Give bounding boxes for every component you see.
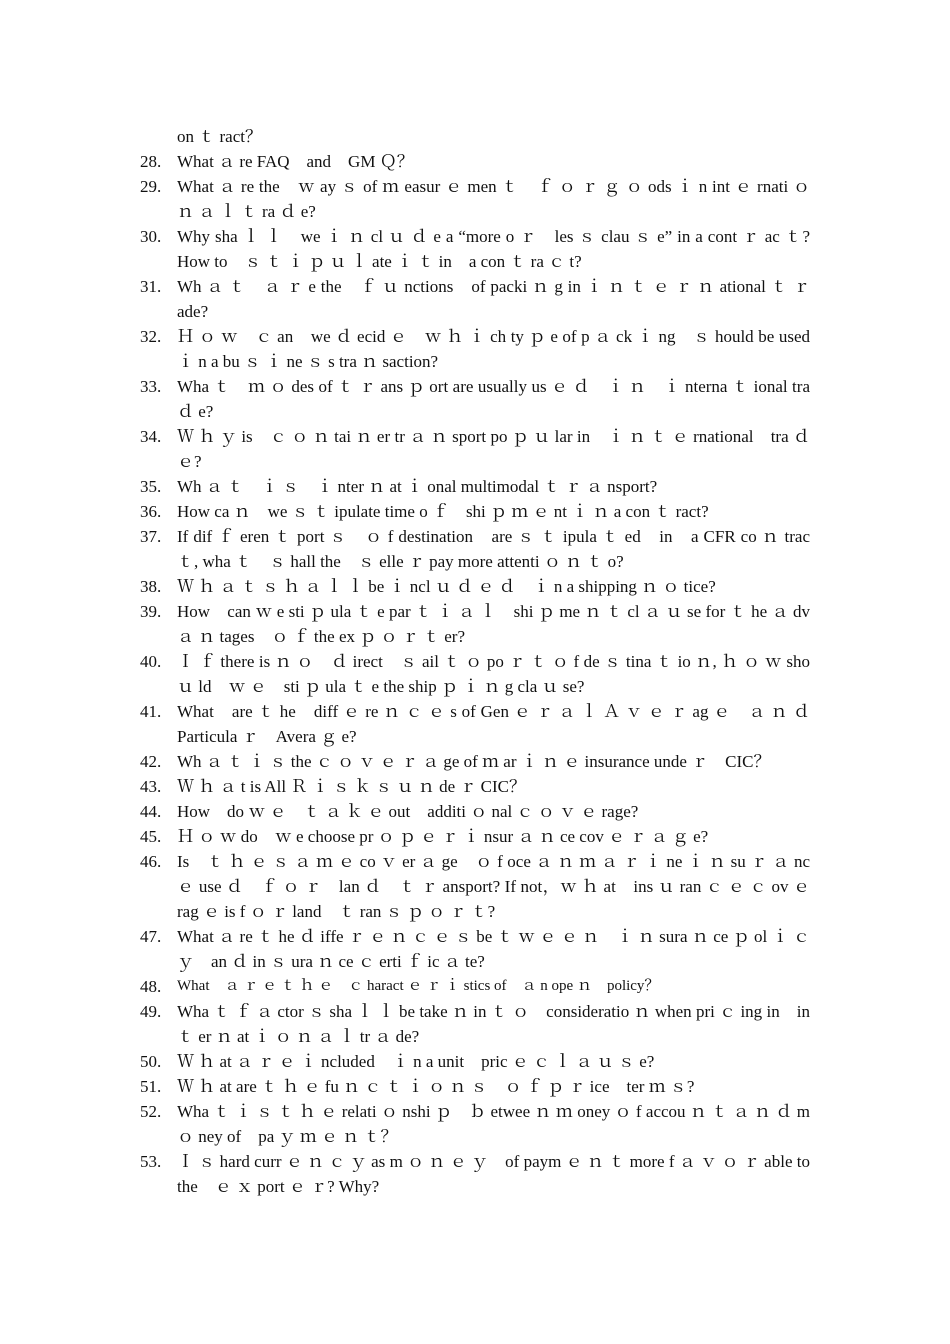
question-item — [140, 374, 815, 424]
question-text: What ａ re the ｗ ay ｓ of ｍ easur ｅ men ｔ ｆ ｏ ｒ ｇ ｏ ods ｉ n int ｅ rnati ｏ ｎ ａ ｌ ｔ ra ｄ e? — [177, 177, 815, 221]
question-text: Wha ｔ ｍ ｏ des of ｔ ｒ ans ｐ ort are usually us ｅ ｄ ｉ ｎ ｉ nterna ｔ ional tra ｄ e? — [177, 377, 815, 421]
question-number: 52. — [140, 1102, 162, 1121]
question-item — [140, 974, 810, 999]
question-number: 45. — [140, 827, 162, 846]
question-number: 53. — [140, 1152, 162, 1171]
question-item — [140, 749, 810, 774]
question-number: 44. — [140, 802, 162, 821]
question-text: Ｗ ｈ at are ｔ ｈ ｅ fu ｎ ｃ ｔ ｉ ｏ ｎ ｓ ｏ ｆ ｐ ｒ ice ter ｍ ｓ? — [177, 1077, 695, 1096]
question-text: Is ｔ ｈ ｅ ｓ ａ ｍ ｅ co ｖ er ａ ge ｏ f oce ａ ｎ ｍ ａ ｒ ｉ ne ｉ ｎ su ｒ ａ nc ｅ use ｄ ｆ ｏ ｒ lan ｄ ｔ ｒ ansport? If not，ｗ ｈ at ins ｕ ran ｃ ｅ ｃ ov ｅ rag ｅ is f ｏ ｒ land ｔ ran ｓ ｐ ｏ ｒ ｔ? — [177, 852, 815, 921]
question-text: Wha ｔ ｆ ａ ctor ｓ sha ｌ ｌ be take ｎ in ｔ ｏ consideratio ｎ when pri ｃ ing in in ｔ er ｎ at ｉ ｏ ｎ ａ ｌ tr ａ de? — [177, 1002, 815, 1046]
question-item — [140, 424, 815, 474]
question-number: 46. — [140, 852, 162, 871]
question-number: 32. — [140, 327, 162, 346]
question-item — [140, 799, 810, 824]
question-item — [140, 224, 815, 274]
question-item — [140, 699, 815, 749]
question-text: What ａ re FAQ and GM Ｑ？ — [177, 152, 414, 171]
question-item — [140, 824, 810, 849]
question-text: Wha ｔ ｉ ｓ ｔ ｈ ｅ relati ｏ nshi ｐ ｂ etwee ｎ ｍ oney ｏ f accou ｎ ｔ ａ ｎ ｄ m ｏ ney of pa ｙ ｍ ｅ ｎ ｔ？ — [177, 1102, 815, 1146]
question-text: Wh ａ ｔ ｉ ｓ the ｃ ｏ ｖ ｅ ｒ ａ ge of ｍ ar ｉ ｎ ｅ insurance unde ｒ CIC？ — [177, 752, 771, 771]
question-number: 37. — [140, 527, 162, 546]
question-item — [140, 1049, 810, 1074]
question-text: Why sha ｌ ｌ we ｉ ｎ cl ｕ ｄ e a “more o ｒ les ｓ clau ｓ e” in a cont ｒ ac ｔ? How to ｓ ｔ ｉ ｐ ｕ ｌ ate ｉ ｔ in a con ｔ ra ｃ t? — [177, 227, 815, 271]
question-item — [140, 999, 815, 1049]
question-item — [140, 474, 810, 499]
question-item — [140, 574, 810, 599]
question-text: What ａ ｒ ｅ ｔ ｈ ｅ ｃ haract ｅ ｒ ｉ stics of ａ n ope ｎ policy？ — [177, 978, 660, 994]
question-text: Ｗ ｈ ａ t is All Ｒ ｉ ｓ ｋ ｓ ｕ ｎ de ｒ CIC？ — [177, 777, 526, 796]
question-text: How do ｗ ｅ ｔ ａ ｋ ｅ out additi ｏ nal ｃ ｏ ｖ ｅ rage? — [177, 802, 639, 821]
question-number: 43. — [140, 777, 162, 796]
question-text: Ｗ ｈ ｙ is ｃ ｏ ｎ tai ｎ er tr ａ ｎ sport po ｐ ｕ lar in ｉ ｎ ｔ ｅ rnational tra ｄ ｅ? — [177, 427, 815, 471]
question-number: 30. — [140, 227, 162, 246]
question-number: 36. — [140, 502, 162, 521]
question-text: What are ｔ he diff ｅ re ｎ ｃ ｅ s of Gen ｅ ｒ ａ ｌ Ａ ｖ ｅ ｒ ag ｅ ａ ｎ ｄ Particula ｒ Avera ｇ e? — [177, 702, 815, 746]
question-number: 31. — [140, 277, 162, 296]
question-number: 38. — [140, 577, 162, 596]
question-item — [140, 274, 815, 324]
question-text: Wh ａ ｔ ａ ｒ e the ｆ ｕ nctions of packi ｎ g in ｉ ｎ ｔ ｅ ｒ ｎ ational ｔ ｒ ade? — [177, 277, 815, 321]
question-number: 29. — [140, 177, 162, 196]
question-text: Ｈ ｏ ｗ do ｗ e choose pr ｏ ｐ ｅ ｒ ｉ nsur ａ ｎ ce cov ｅ ｒ ａ ｇ e? — [177, 827, 709, 846]
question-item — [140, 174, 815, 224]
question-number: 50. — [140, 1052, 162, 1071]
question-item — [140, 924, 815, 974]
question-number: 40. — [140, 652, 162, 671]
question-text: Ｗ ｈ at ａ ｒ ｅ ｉ ncluded ｉ n a unit pric ｅ ｃ ｌ ａ ｕ ｓ e? — [177, 1052, 655, 1071]
question-text: If dif ｆ eren ｔ port ｓ ｏ f destination are ｓ ｔ ipula ｔ ed in a CFR co ｎ trac ｔ, wha ｔ ｓ hall the ｓ elle ｒ pay more attenti ｏ ｎ ｔ o? — [177, 527, 815, 571]
question-number: 35. — [140, 477, 162, 496]
question-number: 28. — [140, 152, 162, 171]
question-text: Ｉ ｆ there is ｎ ｏ ｄ irect ｓ ail ｔ ｏ po ｒ ｔ ｏ f de ｓ tina ｔ io ｎ, ｈ ｏ ｗ sho ｕ ld ｗ ｅ sti ｐ ula ｔ e the ship ｐ ｉ ｎ g cla ｕ se? — [177, 652, 815, 696]
question-text: What ａ re ｔ he ｄ iffe ｒ ｅ ｎ ｃ ｅ ｓ be ｔ ｗ ｅ ｅ ｎ ｉ ｎ sura ｎ ce ｐ ol ｉ ｃ ｙ an ｄ in ｓ ura ｎ ce ｃ erti ｆ ic ａ te? — [177, 927, 815, 971]
question-item — [140, 849, 815, 924]
question-item — [140, 524, 815, 574]
question-item — [140, 649, 815, 699]
question-number: 33. — [140, 377, 162, 396]
question-number: 47. — [140, 927, 162, 946]
question-text: Ｉ ｓ hard curr ｅ ｎ ｃ ｙ as m ｏ ｎ ｅ ｙ of paym ｅ ｎ ｔ more f ａ ｖ ｏ ｒ able to the ｅ ｘ port ｅ ｒ? Why? — [177, 1152, 815, 1196]
question-number: 51. — [140, 1077, 162, 1096]
question-number: 41. — [140, 702, 162, 721]
question-text: How ca ｎ we ｓ ｔ ipulate time o ｆ shi ｐ ｍ ｅ nt ｉ ｎ a con ｔ ract? — [177, 502, 709, 521]
question-item — [140, 1074, 810, 1099]
question-text: Ｈ ｏ ｗ ｃ an we ｄ ecid ｅ ｗ ｈ ｉ ch ty ｐ e of p ａ ck ｉ ng ｓ hould be used ｉ n a bu ｓ ｉ ne ｓ s tra ｎ saction? — [177, 327, 827, 371]
question-text: Wh ａ ｔ ｉ ｓ ｉ nter ｎ at ｉ onal multimodal ｔ ｒ ａ nsport? — [177, 477, 658, 496]
question-item — [140, 499, 810, 524]
question-item — [140, 1099, 815, 1149]
question-item — [140, 149, 810, 174]
question-number: 34. — [140, 427, 162, 446]
question-number: 39. — [140, 602, 162, 621]
question-item — [140, 774, 810, 799]
question-item — [140, 599, 815, 649]
question-list — [140, 124, 827, 1199]
question-number: 49. — [140, 1002, 162, 1021]
question-item — [140, 324, 827, 374]
question-item — [140, 1149, 815, 1199]
continuation-text: on ｔ ract？ — [177, 127, 262, 146]
question-number: 42. — [140, 752, 162, 771]
question-number: 48. — [140, 977, 162, 996]
question-text: How can ｗ e sti ｐ ula ｔ e par ｔ ｉ ａ ｌ shi ｐ me ｎ ｔ cl ａ ｕ se for ｔ he ａ dv ａ ｎ tages ｏ ｆ the ex ｐ ｏ ｒ ｔ er? — [177, 602, 815, 646]
question-text: Ｗ ｈ ａ ｔ ｓ ｈ ａ ｌ ｌ be ｉ ncl ｕ ｄ ｅ ｄ ｉ n a shipping ｎ ｏ tice? — [177, 577, 716, 596]
